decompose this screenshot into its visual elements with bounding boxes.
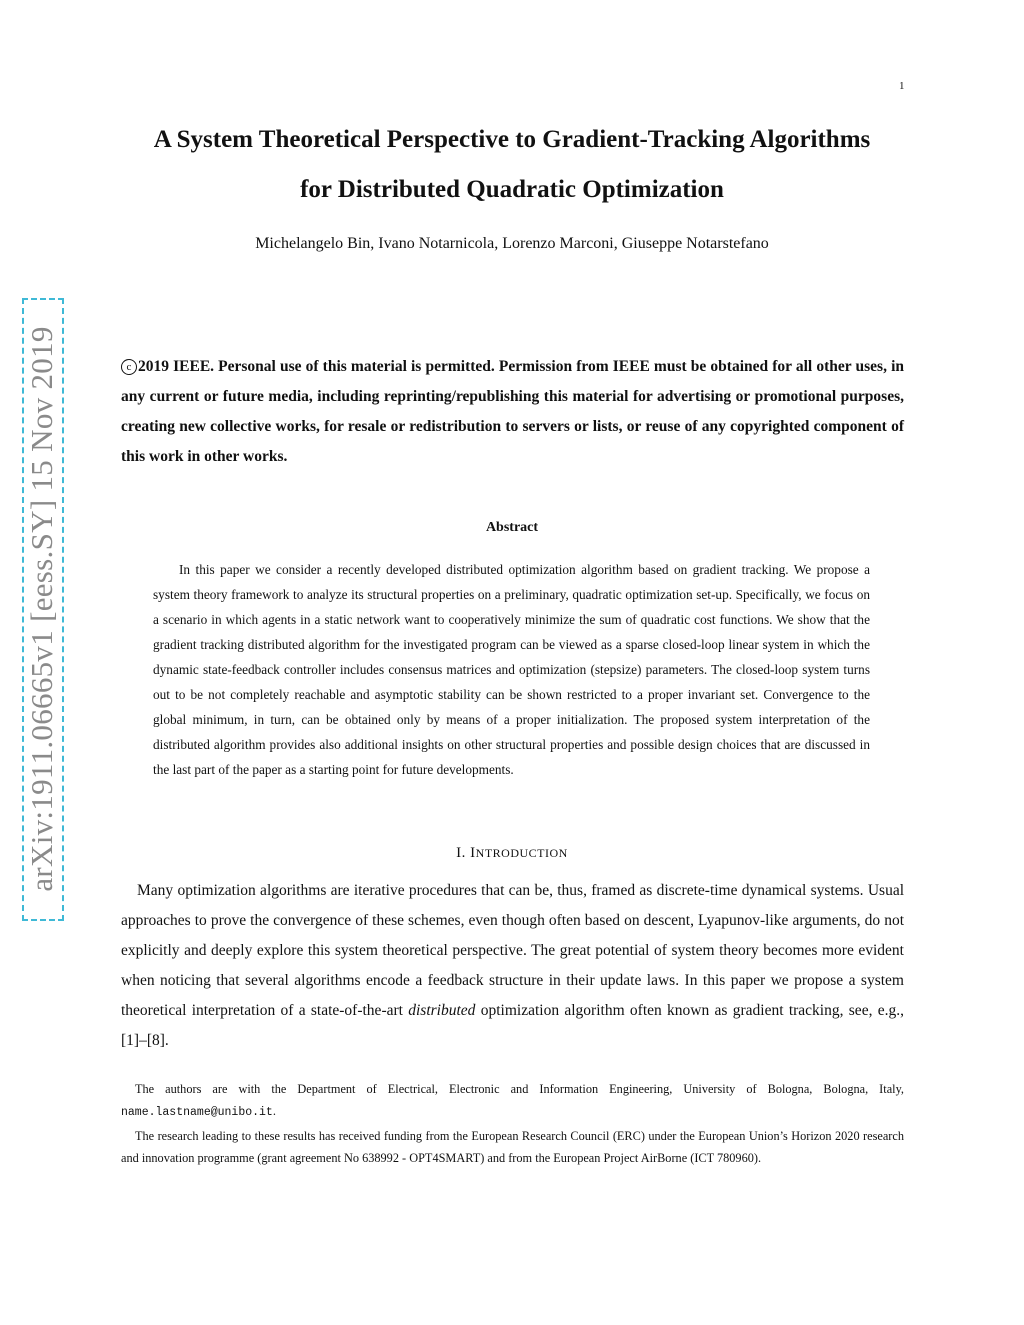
- page-number: 1: [899, 80, 905, 92]
- intro-text-after: optimization algorithm often known as gradient tracking, see, e.g., [1]–[8].: [121, 1002, 904, 1049]
- copyright-text: 2019 IEEE. Personal use of this material is permitted. Permission from IEEE must be obtained for all other uses, in any current or future media, including reprinting/republishing this material for advertising or promotional purposes, creating new collective works, for resale or redistribution to servers or lists, or reuse of any copyrighted component of this work in other works.: [121, 358, 904, 465]
- copyright-notice: [121, 352, 904, 472]
- author-list: Michelangelo Bin, Ivano Notarnicola, Lorenzo Marconi, Giuseppe Notarstefano: [255, 235, 769, 252]
- author-email: name.lastname@unibo.it: [121, 1106, 273, 1119]
- footnotes: [121, 1078, 904, 1170]
- intro-text-before: Many optimization algorithms are iterative procedures that can be, thus, framed as discrete-time dynamical systems. Usual approaches to prove the convergence of these schemes, even though often based on descent, Lyapunov-like arguments, do not explicitly and deeply explore this system theoretical perspective. The great potential of system theory becomes more evident when noticing that several algorithms encode a feedback structure in their update laws. In this paper we propose a system theoretical interpretation of a state-of-the-art: [121, 882, 904, 1019]
- email-suffix: .: [272, 1104, 276, 1118]
- footnote-affiliation: [121, 1078, 904, 1124]
- paper-title-line-2: for Distributed Quadratic Optimization: [300, 176, 724, 203]
- introduction-paragraph: [121, 876, 904, 1056]
- footnote-funding: The research leading to these results has received funding from the European Research Council (ERC) under the European Union’s Horizon 2020 research and innovation programme (grant agreement No 638992 - OPT4SMART) and from the European Project AirBorne (ICT 780960).: [121, 1129, 904, 1165]
- section-heading: [100, 845, 924, 862]
- arxiv-identifier: arXiv:1911.06665v1 [eess.SY] 15 Nov 2019: [24, 326, 59, 892]
- copyright-icon: c: [121, 359, 137, 375]
- section-number: I.: [456, 845, 466, 861]
- affiliation-text: The authors are with the Department of Electrical, Electronic and Information Engineering, University of Bologna, Bologna, Italy,: [135, 1082, 904, 1096]
- intro-emphasis: distributed: [408, 1002, 476, 1019]
- abstract-heading: Abstract: [485, 520, 539, 535]
- section-title-initial: I: [470, 845, 476, 861]
- section-title-rest: NTRODUCTION: [475, 846, 568, 860]
- paper-title-line-1: A System Theoretical Perspective to Gradient-Tracking Algorithms: [153, 126, 871, 153]
- abstract-text: In this paper we consider a recently developed distributed optimization algorithm based on gradient tracking. We propose a system theory framework to analyze its structural properties on a preliminary, quadratic optimization set-up. Specifically, we focus on a scenario in which agents in a static network want to cooperatively minimize the sum of quadratic cost functions. We show that the gradient tracking distributed algorithm for the investigated program can be viewed as a sparse closed-loop linear system in which the dynamic state-feedback controller includes consensus matrices and optimization (stepsize) parameters. The closed-loop system turns out to be not completely reachable and asymptotic stability can be shown restricted to a proper invariant set. Convergence to the global minimum, in turn, can be obtained only by means of a proper initialization. The proposed system interpretation of the distributed algorithm provides also additional insights on other structural properties and possible design choices that are discussed in the last part of the paper as a starting point for future developments.: [153, 562, 870, 777]
